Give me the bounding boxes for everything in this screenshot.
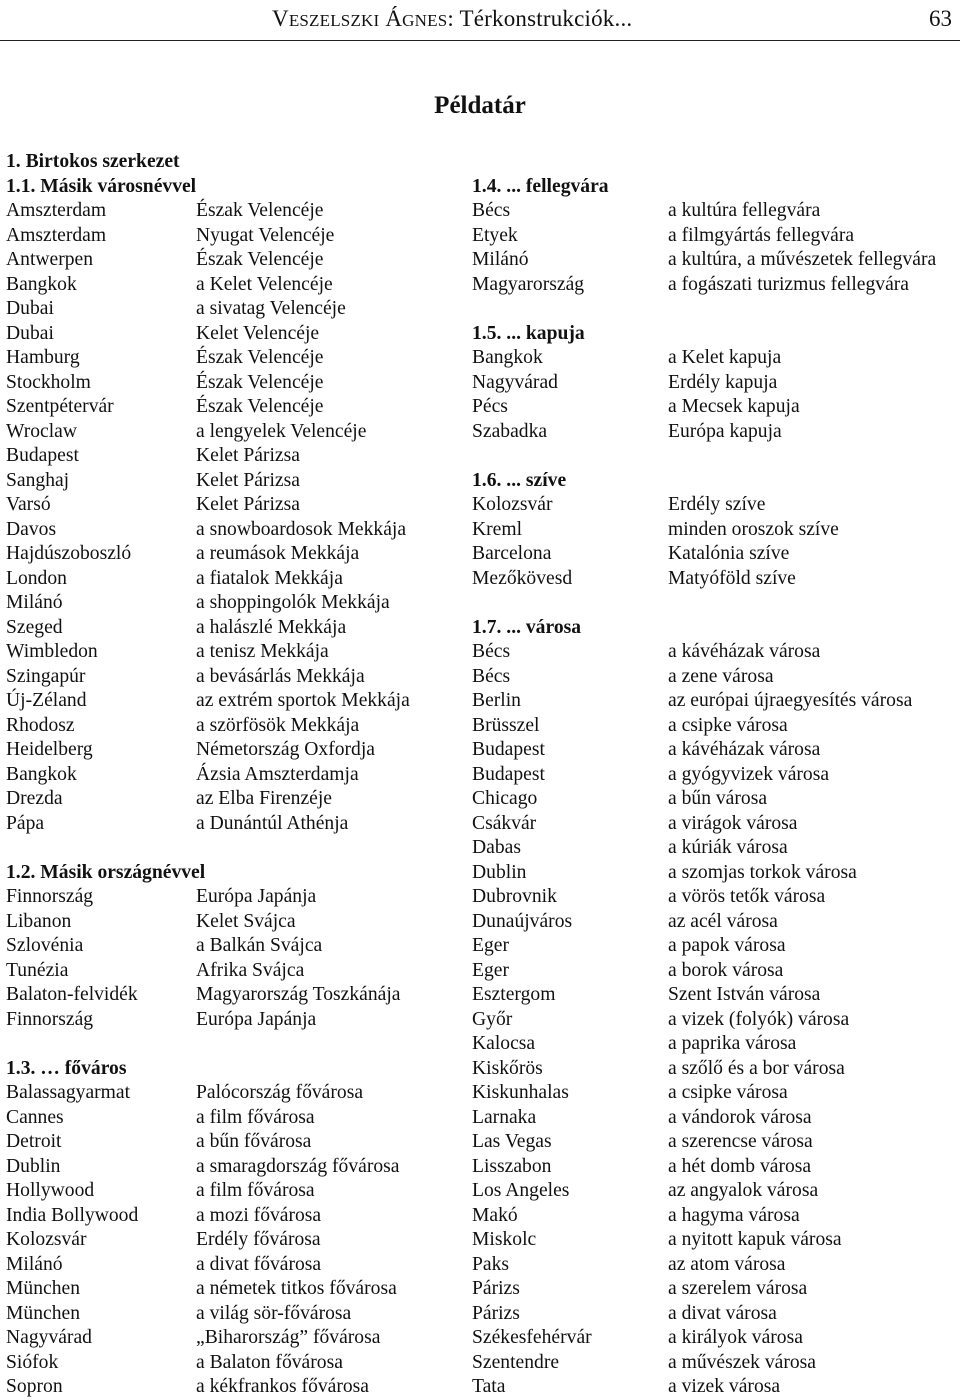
place-name: Rhodosz — [6, 714, 75, 736]
place-name: Milánó — [6, 1253, 63, 1275]
place-name: Tata — [472, 1376, 506, 1397]
epithet: a halászlé Mekkája — [196, 616, 347, 638]
example-row — [472, 812, 958, 837]
place-name: Heidelberg — [6, 739, 93, 760]
example-row — [472, 1326, 958, 1351]
epithet: a bűn fővárosa — [196, 1131, 312, 1152]
place-name: Kolozsvár — [472, 494, 553, 515]
place-name: Kiskunhalas — [472, 1082, 569, 1103]
place-name: Dubrovnik — [472, 886, 557, 907]
right-column — [472, 150, 958, 1400]
epithet: a vándorok városa — [668, 1106, 812, 1128]
place-name: Csákvár — [472, 812, 537, 834]
place-name: Győr — [472, 1008, 513, 1030]
place-name: Lisszabon — [472, 1155, 552, 1177]
example-row — [6, 1277, 466, 1302]
epithet: a mozi fővárosa — [196, 1204, 322, 1226]
epithet: Szent István városa — [668, 984, 821, 1005]
epithet: a reumások Mekkája — [196, 543, 360, 564]
place-name: Dublin — [6, 1155, 61, 1177]
example-row — [472, 1032, 958, 1057]
example-row — [472, 861, 958, 886]
place-name: Balaton-felvidék — [6, 984, 138, 1005]
epithet: Észak Velencéje — [196, 249, 324, 270]
place-name: Nagyvárad — [472, 371, 558, 393]
example-row — [472, 1351, 958, 1376]
example-row — [472, 787, 958, 812]
book-title: Térkonstrukciók... — [459, 6, 633, 31]
place-name: Wimbledon — [6, 641, 98, 662]
place-name: Hamburg — [6, 347, 80, 368]
place-name: India Bollywood — [6, 1204, 139, 1226]
epithet: Németország Oxfordja — [196, 739, 375, 760]
place-name: Bangkok — [472, 347, 543, 368]
example-row — [472, 346, 958, 371]
place-name: Antwerpen — [6, 249, 94, 270]
epithet: a divat fővárosa — [196, 1253, 322, 1275]
example-row — [472, 1106, 958, 1131]
epithet: „Biharország” fővárosa — [196, 1327, 381, 1348]
place-name: Paks — [472, 1253, 510, 1275]
example-row — [6, 444, 466, 469]
blank-line — [6, 1032, 466, 1057]
example-row — [6, 1130, 466, 1155]
place-name: London — [6, 567, 67, 589]
place-name: Milánó — [472, 249, 529, 270]
example-row — [6, 1302, 466, 1327]
example-row — [6, 322, 466, 347]
example-row — [6, 1155, 466, 1180]
example-row — [472, 1228, 958, 1253]
example-row — [472, 665, 958, 690]
epithet: a hét domb városa — [668, 1155, 812, 1177]
place-name: Sanghaj — [6, 469, 70, 491]
place-name: Új-Zéland — [6, 690, 87, 711]
place-name: Pápa — [6, 812, 45, 834]
section-title: Példatár — [434, 92, 526, 119]
epithet: Erdély szíve — [668, 494, 766, 515]
epithet: a sivatag Velencéje — [196, 298, 346, 319]
epithet: a kúriák városa — [668, 837, 788, 858]
place-name: Szlovénia — [6, 935, 84, 956]
author-given-name: ÁGNES — [385, 6, 448, 31]
place-name: Kolozsvár — [6, 1229, 87, 1250]
example-row — [472, 959, 958, 984]
epithet: minden oroszok szíve — [668, 518, 839, 540]
place-name: Wroclaw — [6, 420, 78, 442]
epithet: a szerelem városa — [668, 1278, 808, 1299]
epithet: Európa Japánja — [196, 886, 317, 907]
epithet: Nyugat Velencéje — [196, 224, 335, 246]
place-name: Libanon — [6, 910, 72, 932]
epithet: a zene városa — [668, 665, 774, 687]
epithet: a kultúra fellegvára — [668, 200, 821, 221]
epithet: Kelet Párizsa — [196, 494, 300, 515]
place-name: München — [6, 1302, 81, 1324]
example-row — [472, 1057, 958, 1082]
epithet: a művészek városa — [668, 1351, 816, 1373]
example-row — [472, 518, 958, 543]
example-row — [472, 763, 958, 788]
place-name: Las Vegas — [472, 1131, 552, 1152]
example-row — [472, 1130, 958, 1155]
place-name: Szentpétervár — [6, 396, 114, 417]
example-row — [6, 1106, 466, 1131]
subsection-heading: 1.1. Másik városnévvel — [6, 175, 197, 197]
epithet: a bűn városa — [668, 788, 768, 809]
blank-line — [472, 297, 958, 322]
example-row — [6, 199, 466, 224]
epithet: a kultúra, a művészetek fellegvára — [668, 249, 937, 270]
page-number: 63 — [929, 6, 952, 31]
example-row — [6, 959, 466, 984]
place-name: Budapest — [6, 445, 79, 466]
place-name: Tunézia — [6, 959, 69, 981]
place-name: Eger — [472, 959, 509, 981]
epithet: a fiatalok Mekkája — [196, 567, 343, 589]
place-name: Davos — [6, 518, 57, 540]
epithet: a világ sör-fővárosa — [196, 1302, 352, 1324]
example-row — [6, 934, 466, 959]
example-row — [6, 542, 466, 567]
place-name: Bangkok — [6, 273, 77, 295]
place-name: Székesfehérvár — [472, 1327, 592, 1348]
epithet: Európa kapuja — [668, 420, 782, 442]
place-name: Eger — [472, 935, 509, 956]
place-name: Dunaújváros — [472, 910, 573, 932]
example-row — [472, 1302, 958, 1327]
place-name: Bécs — [472, 665, 511, 687]
example-row — [472, 934, 958, 959]
example-row — [472, 567, 958, 592]
example-row — [472, 248, 958, 273]
epithet: az acél városa — [668, 910, 778, 932]
epithet: Észak Velencéje — [196, 371, 324, 393]
place-name: Párizs — [472, 1302, 520, 1324]
epithet: a kávéházak városa — [668, 641, 821, 662]
epithet: a smaragdország fővárosa — [196, 1155, 400, 1177]
place-name: Mezőkövesd — [472, 567, 573, 589]
epithet: az európai újraegyesítés városa — [668, 690, 913, 711]
epithet: a hagyma városa — [668, 1204, 800, 1226]
place-name: Kalocsa — [472, 1033, 536, 1054]
place-name: Nagyvárad — [6, 1327, 92, 1348]
place-name: Magyarország — [472, 273, 585, 295]
epithet: Palócország fővárosa — [196, 1082, 364, 1103]
epithet: a Dunántúl Athénja — [196, 812, 349, 834]
place-name: Los Angeles — [472, 1180, 570, 1201]
place-name: München — [6, 1278, 81, 1299]
place-name: Makó — [472, 1204, 518, 1226]
example-row — [472, 1375, 958, 1400]
epithet: Afrika Svájca — [196, 959, 305, 981]
epithet: Matyóföld szíve — [668, 567, 796, 589]
place-name: Drezda — [6, 788, 63, 809]
epithet: a Kelet Velencéje — [196, 273, 333, 295]
example-row — [6, 1326, 466, 1351]
epithet: az Elba Firenzéje — [196, 788, 332, 809]
example-row — [6, 1228, 466, 1253]
place-name: Dubai — [6, 322, 54, 344]
subsection-heading: 1.6. ... szíve — [472, 469, 567, 491]
example-row — [6, 885, 466, 910]
blank-line — [472, 150, 958, 175]
example-row — [6, 714, 466, 739]
place-name: Esztergom — [472, 984, 556, 1005]
place-name: Budapest — [472, 739, 545, 760]
epithet: az atom városa — [668, 1253, 786, 1275]
example-row — [6, 1179, 466, 1204]
example-row — [6, 787, 466, 812]
blank-line — [472, 591, 958, 616]
running-title: VESZELSZKI ÁGNES: Térkonstrukciók... — [272, 6, 633, 31]
example-row — [6, 420, 466, 445]
place-name: Szentendre — [472, 1351, 560, 1373]
example-row — [6, 518, 466, 543]
place-name: Budapest — [472, 763, 545, 785]
place-name: Detroit — [6, 1131, 62, 1152]
example-row — [6, 591, 466, 616]
epithet: a divat városa — [668, 1302, 777, 1324]
place-name: Bécs — [472, 641, 511, 662]
example-row — [472, 640, 958, 665]
epithet: a kávéházak városa — [668, 739, 821, 760]
subsection-heading: 1. Birtokos szerkezet — [6, 151, 180, 172]
example-row — [6, 983, 466, 1008]
example-row — [6, 273, 466, 298]
place-name: Amszterdam — [6, 224, 107, 246]
example-row — [472, 1081, 958, 1106]
place-name: Bangkok — [6, 763, 77, 785]
place-name: Dubai — [6, 298, 54, 319]
place-name: Kreml — [472, 518, 523, 540]
place-name: Hajdúszoboszló — [6, 543, 132, 564]
epithet: a filmgyártás fellegvára — [668, 224, 855, 246]
epithet: Észak Velencéje — [196, 200, 324, 221]
example-row — [6, 1008, 466, 1033]
example-row — [472, 910, 958, 935]
example-row — [472, 224, 958, 249]
example-row — [472, 273, 958, 298]
epithet: a lengyelek Velencéje — [196, 420, 367, 442]
example-row — [472, 983, 958, 1008]
page-header — [0, 0, 960, 41]
epithet: a shoppingolók Mekkája — [196, 592, 390, 613]
place-name: Szeged — [6, 616, 63, 638]
example-row — [472, 714, 958, 739]
example-row — [6, 812, 466, 837]
epithet: a németek titkos fővárosa — [196, 1278, 397, 1299]
epithet: a szomjas torkok városa — [668, 861, 857, 883]
example-row — [6, 640, 466, 665]
example-row — [6, 346, 466, 371]
epithet: a fogászati turizmus fellegvára — [668, 273, 909, 295]
epithet: a film fővárosa — [196, 1106, 315, 1128]
example-row — [472, 493, 958, 518]
epithet: Katalónia szíve — [668, 543, 790, 564]
place-name: Amszterdam — [6, 200, 107, 221]
epithet: a vizek városa — [668, 1376, 781, 1397]
place-name: Hollywood — [6, 1180, 95, 1201]
example-row — [6, 1204, 466, 1229]
place-name: Kiskőrös — [472, 1057, 543, 1079]
place-name: Finnország — [6, 1008, 94, 1030]
epithet: a papok városa — [668, 935, 786, 956]
example-row — [6, 297, 466, 322]
epithet: Észak Velencéje — [196, 396, 324, 417]
place-name: Párizs — [472, 1278, 520, 1299]
epithet: Erdély fővárosa — [196, 1229, 321, 1250]
place-name: Stockholm — [6, 371, 91, 393]
epithet: Kelet Svájca — [196, 910, 296, 932]
subsection-heading: 1.5. ... kapuja — [472, 322, 585, 344]
example-row — [6, 910, 466, 935]
epithet: a tenisz Mekkája — [196, 641, 329, 662]
example-row — [6, 224, 466, 249]
place-name: Siófok — [6, 1351, 59, 1373]
example-row — [6, 493, 466, 518]
place-name: Szabadka — [472, 420, 548, 442]
epithet: a borok városa — [668, 959, 784, 981]
place-name: Finnország — [6, 886, 94, 907]
place-name: Varsó — [6, 494, 51, 515]
example-row — [472, 836, 958, 861]
epithet: a csipke városa — [668, 1082, 788, 1103]
place-name: Miskolc — [472, 1229, 537, 1250]
epithet: az extrém sportok Mekkája — [196, 690, 410, 711]
epithet: a film fővárosa — [196, 1180, 315, 1201]
place-name: Milánó — [6, 592, 63, 613]
epithet: a paprika városa — [668, 1033, 797, 1054]
place-name: Chicago — [472, 788, 538, 809]
example-row — [6, 1081, 466, 1106]
author-surname: VESZELSZKI — [272, 6, 380, 31]
example-row — [6, 763, 466, 788]
example-row — [472, 1179, 958, 1204]
blank-line — [472, 444, 958, 469]
epithet: Kelet Párizsa — [196, 469, 300, 491]
example-row — [472, 371, 958, 396]
epithet: a Mecsek kapuja — [668, 396, 800, 417]
example-row — [6, 738, 466, 763]
place-name: Cannes — [6, 1106, 64, 1128]
example-row — [472, 1155, 958, 1180]
place-name: Sopron — [6, 1376, 63, 1397]
epithet: a kékfrankos fővárosa — [196, 1376, 370, 1397]
example-row — [6, 665, 466, 690]
epithet: a Balaton fővárosa — [196, 1351, 343, 1373]
place-name: Larnaka — [472, 1106, 537, 1128]
example-row — [472, 1253, 958, 1278]
example-row — [472, 395, 958, 420]
blank-line — [6, 836, 466, 861]
example-row — [6, 248, 466, 273]
example-row — [6, 689, 466, 714]
epithet: a nyitott kapuk városa — [668, 1229, 842, 1250]
example-row — [472, 738, 958, 763]
place-name: Dublin — [472, 861, 527, 883]
epithet: Ázsia Amszterdamja — [196, 763, 359, 785]
example-row — [472, 420, 958, 445]
example-row — [6, 469, 466, 494]
subsection-heading: 1.3. … főváros — [6, 1057, 127, 1079]
epithet: a vizek (folyók) városa — [668, 1008, 850, 1030]
left-column — [6, 150, 466, 1400]
subsection-heading: 1.2. Másik országnévvel — [6, 861, 206, 883]
epithet: Erdély kapuja — [668, 371, 778, 393]
epithet: a Balkán Svájca — [196, 935, 323, 956]
place-name: Bécs — [472, 200, 511, 221]
example-row — [6, 395, 466, 420]
epithet: a Kelet kapuja — [668, 347, 782, 368]
example-row — [472, 885, 958, 910]
epithet: Észak Velencéje — [196, 347, 324, 368]
epithet: a virágok városa — [668, 812, 798, 834]
epithet: az angyalok városa — [668, 1180, 819, 1201]
epithet: a királyok városa — [668, 1327, 803, 1348]
epithet: Kelet Párizsa — [196, 445, 300, 466]
place-name: Pécs — [472, 396, 508, 417]
epithet: Kelet Velencéje — [196, 322, 320, 344]
epithet: a csipke városa — [668, 714, 788, 736]
epithet: a szerencse városa — [668, 1131, 813, 1152]
place-name: Brüsszel — [472, 714, 540, 736]
place-name: Szingapúr — [6, 665, 86, 687]
place-name: Etyek — [472, 224, 518, 246]
epithet: a vörös tetők városa — [668, 886, 826, 907]
example-row — [472, 1008, 958, 1033]
epithet: a gyógyvizek városa — [668, 763, 830, 785]
example-row — [472, 689, 958, 714]
example-row — [6, 616, 466, 641]
epithet: a szörfösök Mekkája — [196, 714, 360, 736]
place-name: Barcelona — [472, 543, 552, 564]
place-name: Berlin — [472, 690, 521, 711]
example-row — [472, 542, 958, 567]
example-row — [472, 199, 958, 224]
epithet: a snowboardosok Mekkája — [196, 518, 407, 540]
example-row — [6, 1375, 466, 1400]
place-name: Dabas — [472, 837, 521, 858]
example-row — [472, 1277, 958, 1302]
place-name: Balassagyarmat — [6, 1082, 131, 1103]
subsection-heading: 1.7. ... városa — [472, 616, 582, 638]
example-row — [6, 371, 466, 396]
example-row — [6, 1253, 466, 1278]
epithet: a bevásárlás Mekkája — [196, 665, 365, 687]
epithet: Magyarország Toszkánája — [196, 984, 401, 1005]
epithet: Európa Japánja — [196, 1008, 317, 1030]
epithet: a szőlő és a bor városa — [668, 1057, 845, 1079]
subsection-heading: 1.4. ... fellegvára — [472, 175, 609, 197]
example-row — [6, 567, 466, 592]
example-row — [6, 1351, 466, 1376]
example-row — [472, 1204, 958, 1229]
